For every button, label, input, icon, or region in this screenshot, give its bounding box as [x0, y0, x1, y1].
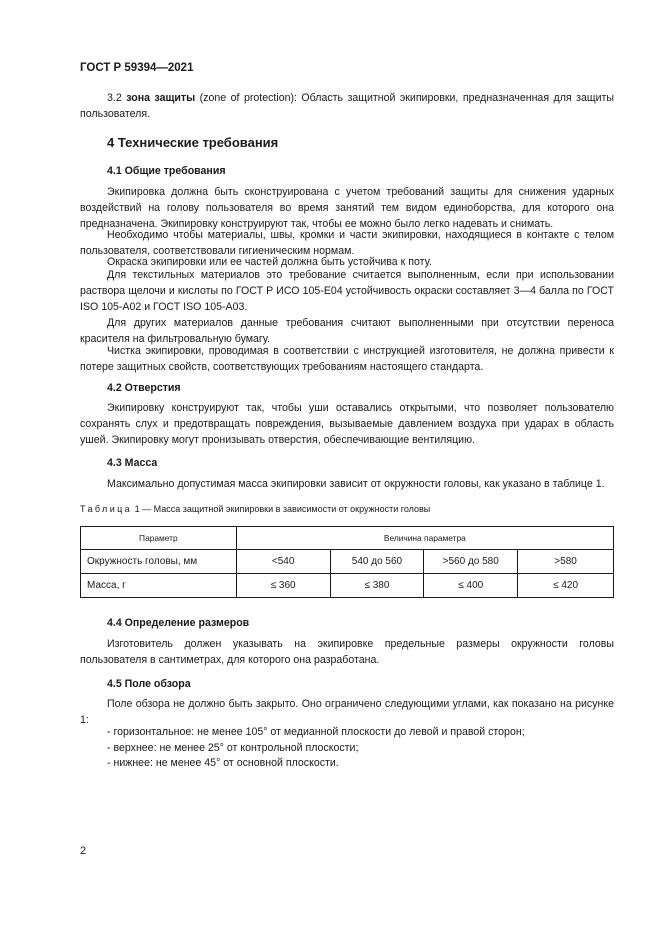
table-cell: Окружность головы, мм: [81, 550, 237, 574]
table-cell: 540 до 560: [330, 550, 424, 574]
table-cell: ≤ 380: [330, 574, 424, 598]
table-caption: [80, 504, 430, 514]
paragraph: Окраска экипировки или ее частей должна быть устойчива к поту.: [107, 256, 432, 268]
list-item: - горизонтальное: не менее 105° от медианной плоскости до левой и правой сторон;: [107, 726, 525, 738]
table-cell: ≤ 360: [236, 574, 330, 598]
mass-table: [80, 526, 614, 598]
table-caption-word: Таблица: [80, 504, 133, 514]
definition-number: 3.2: [107, 92, 122, 104]
list-item: - нижнее: не менее 45° от основной плоскости.: [107, 757, 339, 769]
subsection-4-1-title: 4.1 Общие требования: [107, 165, 226, 177]
table-cell: ≤ 420: [518, 574, 614, 598]
definition-term: зона защиты: [126, 92, 196, 104]
table-cell: <540: [236, 550, 330, 574]
table-header-cell: Параметр: [81, 527, 237, 550]
paragraph: Поле обзора не должно быть закрыто. Оно ограничено следующими углами, как показано на рисунке 1:: [80, 698, 614, 726]
table-caption-text: 1 — Масса защитной экипировки в зависимости от окружности головы: [134, 504, 431, 514]
subsection-4-2-title: 4.2 Отверстия: [107, 382, 181, 394]
table-header-cell: Величина параметра: [236, 527, 613, 550]
page-number: 2: [80, 845, 87, 857]
definition-3-2: [80, 90, 614, 122]
table-row: [81, 574, 614, 598]
paragraph: Максимально допустимая масса экипировки зависит от окружности головы, как указано в таблице 1.: [107, 478, 605, 490]
paragraph: Для других материалов данные требования считают выполненными при отсутствии переноса красителя на фильтровальную бумагу.: [80, 317, 614, 345]
table-cell: ≤ 400: [424, 574, 518, 598]
paragraph: Экипировка должна быть сконструирована с учетом требований защиты для снижения ударных воздействий на голову пользователя во время занятий тем видом единоборства, для которого она предназначена. Экипировку конструируют так, чтобы ее можно было легко надевать и снимать.: [80, 186, 614, 230]
paragraph: Изготовитель должен указывать на экипировке предельные размеры окружности головы пользователя в сантиметрах, для которого она разработана.: [80, 638, 614, 666]
table-cell: >560 до 580: [424, 550, 518, 574]
section-4-title: 4 Технические требования: [107, 135, 279, 150]
definition-text: (zone of protection): Область защитной экипировки, предназначенная для защиты пользователя.: [80, 92, 614, 120]
table-cell: >580: [518, 550, 614, 574]
table-header-row: [81, 527, 614, 550]
table-row: [81, 550, 614, 574]
paragraph: Для текстильных материалов это требование считается выполненным, если при использовании раствора щелочи и кислоты по ГОСТ Р ИСО 105-Е04 устойчивость окраски составляет 3—4 балла по ГОСТ ISO 105-A02 и ГОСТ ISO 105-A03.: [80, 269, 614, 313]
subsection-4-5-title: 4.5 Поле обзора: [107, 678, 191, 690]
list-item: - верхнее: не менее 25° от контрольной плоскости;: [107, 742, 359, 754]
subsection-4-4-title: 4.4 Определение размеров: [107, 617, 250, 629]
paragraph: Необходимо чтобы материалы, швы, кромки и части экипировки, находящиеся в контакте с телом пользователя, соответствовали гигиеническим нормам.: [80, 229, 614, 257]
paragraph: Чистка экипировки, проводимая в соответствии с инструкцией изготовителя, не должна привести к потере защитных свойств, соответствующих требованиям настоящего стандарта.: [80, 345, 614, 373]
table-cell: Масса, г: [81, 574, 237, 598]
subsection-4-3-title: 4.3 Масса: [107, 457, 158, 469]
paragraph: Экипировку конструируют так, чтобы уши оставались открытыми, что позволяет пользователю сохранять слух и предотвращать повреждения, вызываемые давлением воздуха при ударах в область ушей. Экипировку могут пронизывать отверстия, обеспечивающие вентиляцию.: [80, 402, 614, 446]
document-header: ГОСТ Р 59394—2021: [80, 62, 194, 74]
